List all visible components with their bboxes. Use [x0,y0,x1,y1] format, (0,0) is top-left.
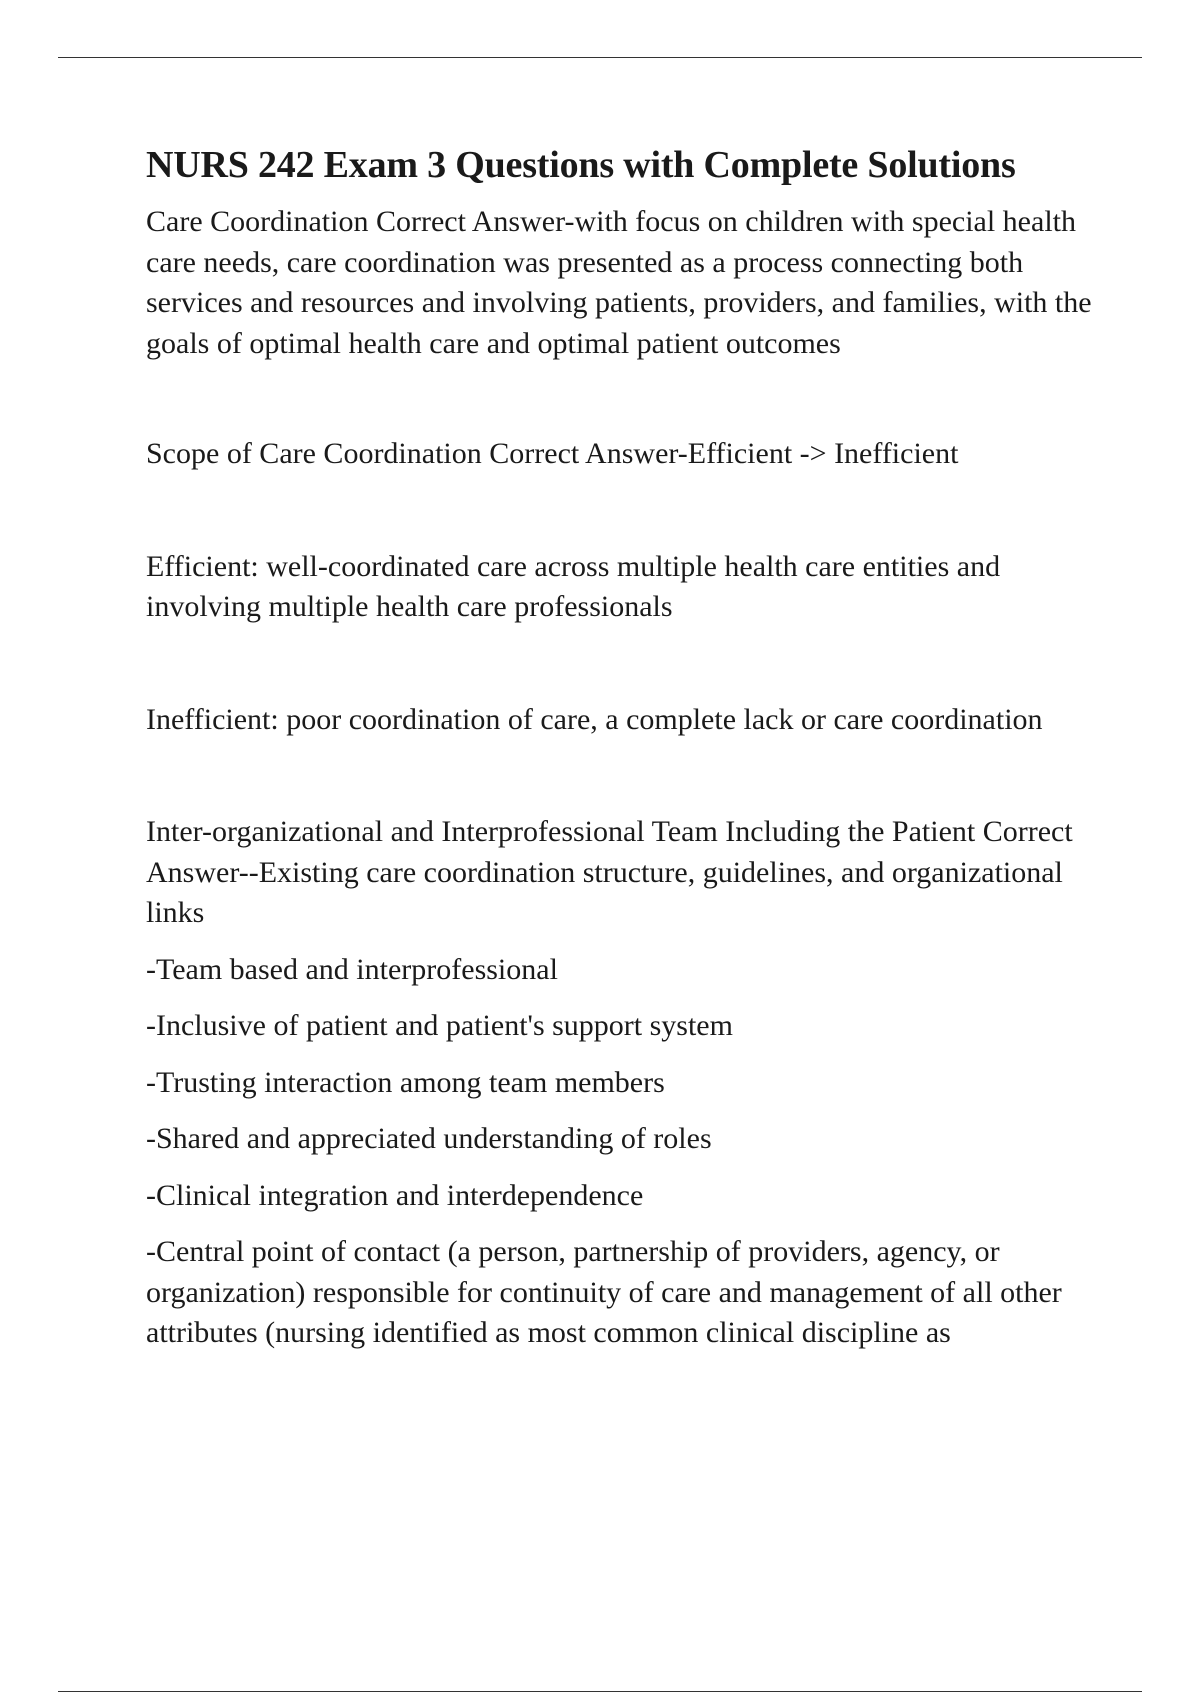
paragraph-care-coordination: Care Coordination Correct Answer-with focus on children with special health care needs, care coordination was presented as a process connecting both services and resources and involving patients, providers, and families, with the goals of optimal health care and optimal patient outcomes [146,205,1092,360]
list-item: -Shared and appreciated understanding of roles [146,1122,712,1155]
list-item: -Inclusive of patient and patient's support system [146,1009,733,1042]
list-item: -Clinical integration and interdependence [146,1178,644,1212]
list-item: -Team based and interprofessional [146,952,558,986]
paragraph-efficient: Efficient: well-coordinated care across multiple health care entities and involving multiple health care professionals [146,549,1001,623]
paragraph-team: Inter-organizational and Interprofessional Team Including the Patient Correct Answer--Existing care coordination structure, guidelines, and organizational links [146,815,1073,929]
list-item: -Central point of contact (a person, partnership of providers, agency, or organization) responsible for continuity of care and management of all other attributes (nursing identified as most common clinical discipline as [146,1235,1062,1349]
list-item: -Trusting interaction among team members [146,1065,665,1099]
paragraph-inefficient: Inefficient: poor coordination of care, a complete lack or care coordination [146,702,1043,736]
document-body [146,140,1106,1354]
bottom-rule [58,1691,1142,1692]
document-title: NURS 242 Exam 3 Questions with Complete Solutions [146,144,1016,186]
top-rule [58,57,1142,58]
paragraph-scope: Scope of Care Coordination Correct Answer-Efficient -> Inefficient [146,437,959,470]
